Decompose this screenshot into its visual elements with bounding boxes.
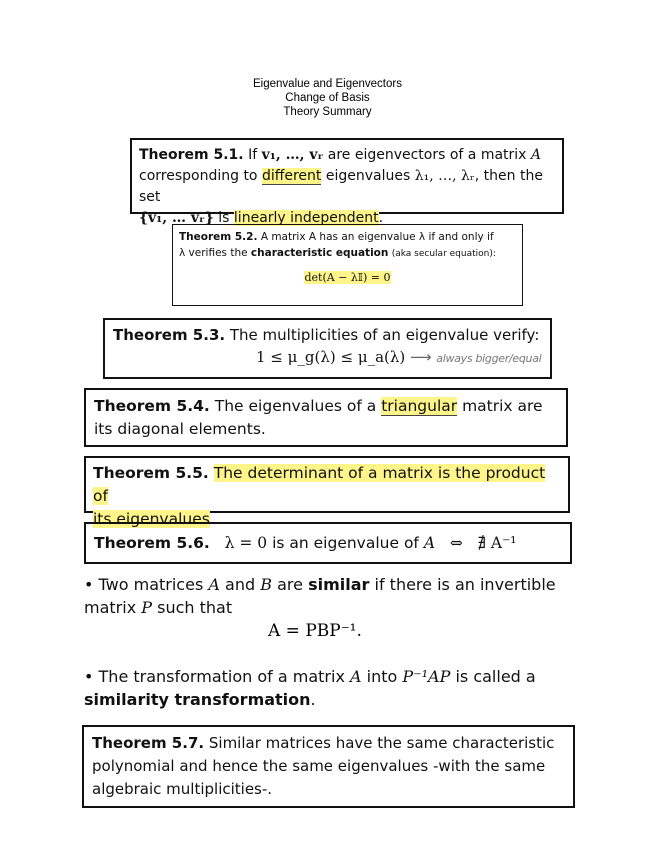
transform-line-1: • The transformation of a matrix A into P⁻¹AP is called a (84, 667, 536, 686)
theorem-5-1-line-3: {v₁, … vᵣ} is linearly independent. (139, 210, 384, 226)
theorem-5-7-line-2: polynomial and hence the same eigenvalues -with the same (92, 757, 546, 775)
theorem-5-2-equation: det(A − λ𝕀) = 0 (304, 271, 391, 284)
theorem-5-5-line-1 (93, 462, 561, 508)
highlight-triangular: triangular (381, 397, 458, 415)
header-subtitle-2: Theory Summary (283, 106, 372, 118)
transform-line-2: similarity transformation. (84, 690, 316, 709)
theorem-5-3-equation-line (113, 346, 542, 370)
theorem-5-1-label: Theorem 5.1. (139, 147, 244, 163)
arrow-icon: ⟶ (410, 348, 432, 366)
bullet-point: • (84, 575, 94, 594)
transformation-definition (84, 665, 574, 711)
theorem-5-4-label: Theorem 5.4. (94, 397, 210, 415)
theorem-5-7-box (82, 725, 575, 808)
theorem-5-7-line-3: algebraic multiplicities-. (92, 780, 273, 798)
theorem-5-6-box: Theorem 5.6. λ = 0 is an eigenvalue of A ⇔ ∄ A⁻¹ (84, 522, 572, 564)
theorem-5-4-box (84, 388, 568, 447)
theorem-5-1-line-1: Theorem 5.1. If v₁, …, vᵣ are eigenvectors of a matrix A (139, 147, 542, 163)
similar-line-1: • Two matrices A and B are similar if there is an invertible (84, 575, 556, 594)
document-header (0, 77, 655, 119)
theorem-5-1-line-2: corresponding to different eigenvalues λ₁, …, λᵣ, then the set (139, 168, 543, 205)
highlight-different: different (261, 168, 322, 184)
similar-definition (84, 573, 574, 619)
no-inverse: ∄ A⁻¹ (477, 534, 517, 552)
theorem-5-2-box (172, 224, 523, 306)
theorem-5-2-line-1: Theorem 5.2. A matrix A has an eigenvalue λ if and only if (179, 231, 494, 243)
theorem-5-7-label: Theorem 5.7. (92, 734, 205, 752)
theorem-5-3-box (103, 318, 552, 379)
similar-line-2: matrix P such that (84, 598, 233, 617)
multiplicity-inequality: 1 ≤ μ_g(λ) ≤ μ_a(λ) (256, 348, 406, 366)
vector-list: v₁, …, vᵣ (261, 147, 324, 163)
header-title: Eigenvalue and Eigenvectors (253, 78, 402, 90)
theorem-5-2-line-2: λ verifies the characteristic equation (aka secular equation): (179, 247, 496, 259)
theorem-5-5-box (84, 456, 570, 528)
theorem-5-7-line-1: Theorem 5.7. Similar matrices have the same characteristic (92, 734, 555, 752)
theorem-5-4-line-1: Theorem 5.4. The eigenvalues of a triangular matrix are (94, 397, 543, 415)
theorem-5-4-line-2: its diagonal elements. (94, 420, 266, 438)
theorem-5-6-label: Theorem 5.6. (94, 534, 210, 552)
theorem-5-2-label: Theorem 5.2. (179, 231, 258, 243)
handwritten-note: always bigger/equal (436, 352, 542, 365)
theorem-5-3-line-1: Theorem 5.3. The multiplicities of an eigenvalue verify: (113, 326, 540, 344)
highlight-eigenvalues: its eigenvalues (93, 510, 210, 528)
theorem-5-1-box (130, 138, 564, 226)
header-subtitle: Change of Basis (285, 92, 370, 104)
highlight-linearly-independent: linearly independent (233, 210, 379, 226)
highlight-determinant: The determinant of a matrix is the product of (93, 464, 546, 505)
theorem-5-3-label: Theorem 5.3. (113, 326, 226, 344)
theorem-5-5-label: Theorem 5.5. (93, 464, 209, 482)
similarity-equation: A = PBP⁻¹. (268, 621, 362, 641)
iff-symbol: ⇔ (449, 534, 463, 552)
